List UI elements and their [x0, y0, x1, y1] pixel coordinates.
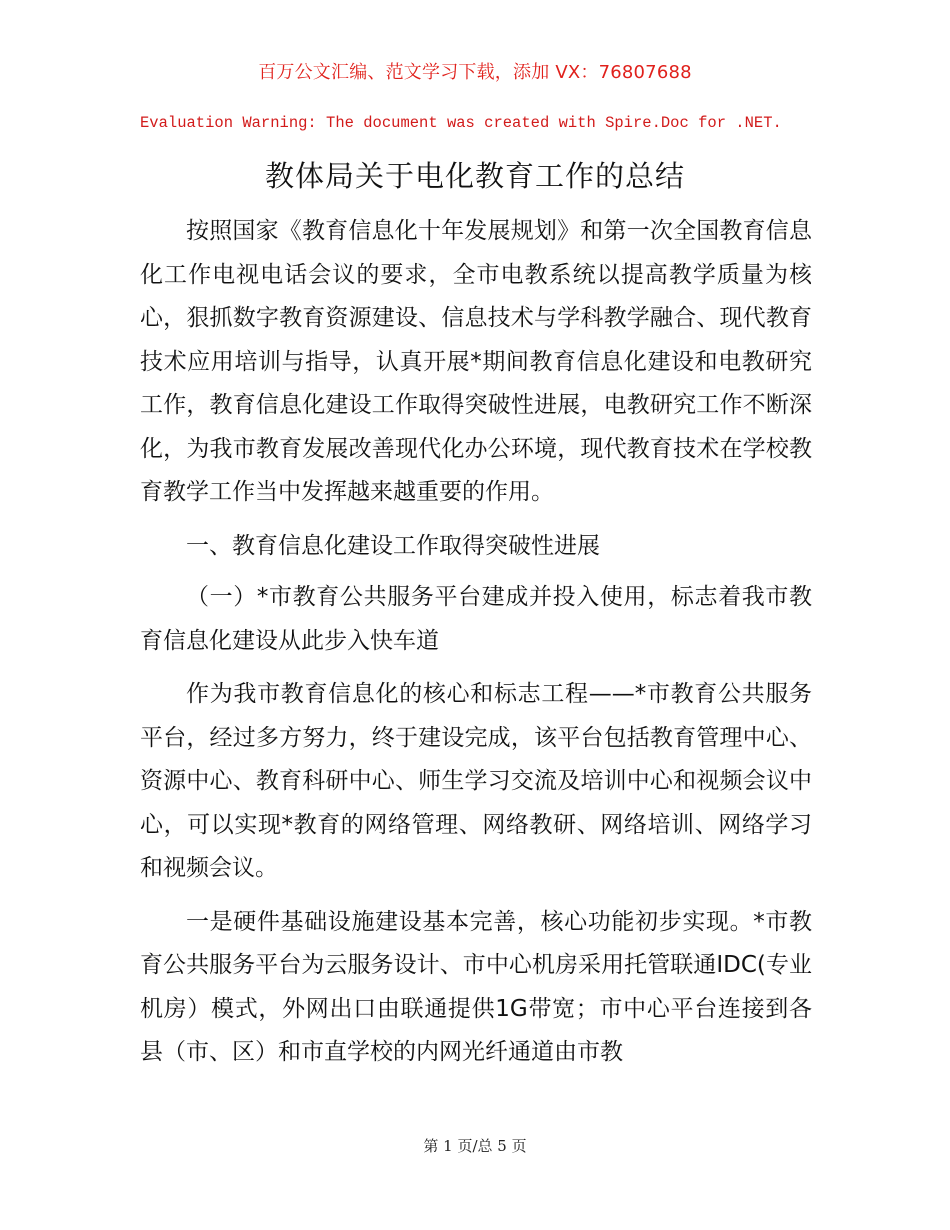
document-body [140, 210, 812, 1085]
header-banner: 百万公文汇编、范文学习下载，添加 VX：76807688 [258, 62, 692, 83]
evaluation-warning: Evaluation Warning: The document was created with Spire.Doc for .NET. [140, 114, 782, 132]
section-heading-1: 一、教育信息化建设工作取得突破性进展 [186, 532, 600, 559]
page-footer: 第 1 页/总 5 页 [423, 1137, 527, 1155]
paragraph-intro: 按照国家《教育信息化十年发展规划》和第一次全国教育信息化工作电视电话会议的要求，全市电教系统以提高教学质量为核心，狠抓数字教育资源建设、信息技术与学科教学融合、现代教育技术应用培训与指导，认真开展*期间教育信息化建设和电教研究工作，教育信息化建设工作取得突破性进展，电教研究工作不断深化，为我市教育发展改善现代化办公环境，现代教育技术在学校教育教学工作当中发挥越来越重要的作用。 [140, 218, 812, 505]
subsection-heading-1: （一）*市教育公共服务平台建成并投入使用，标志着我市教育信息化建设从此步入快车道 [140, 584, 812, 654]
paragraph-platform: 作为我市教育信息化的核心和标志工程——*市教育公共服务平台，经过多方努力，终于建设完成，该平台包括教育管理中心、资源中心、教育科研中心、师生学习交流及培训中心和视频会议中心，可以实现*教育的网络管理、网络教研、网络培训、网络学习和视频会议。 [140, 681, 812, 881]
document-title: 教体局关于电化教育工作的总结 [264, 159, 685, 193]
paragraph-hardware: 一是硬件基础设施建设基本完善，核心功能初步实现。*市教育公共服务平台为云服务设计、市中心机房采用托管联通IDC(专业机房）模式，外网出口由联通提供1G带宽；市中心平台连接到各县（市、区）和市直学校的内网光纤通道由市教 [140, 908, 812, 1065]
